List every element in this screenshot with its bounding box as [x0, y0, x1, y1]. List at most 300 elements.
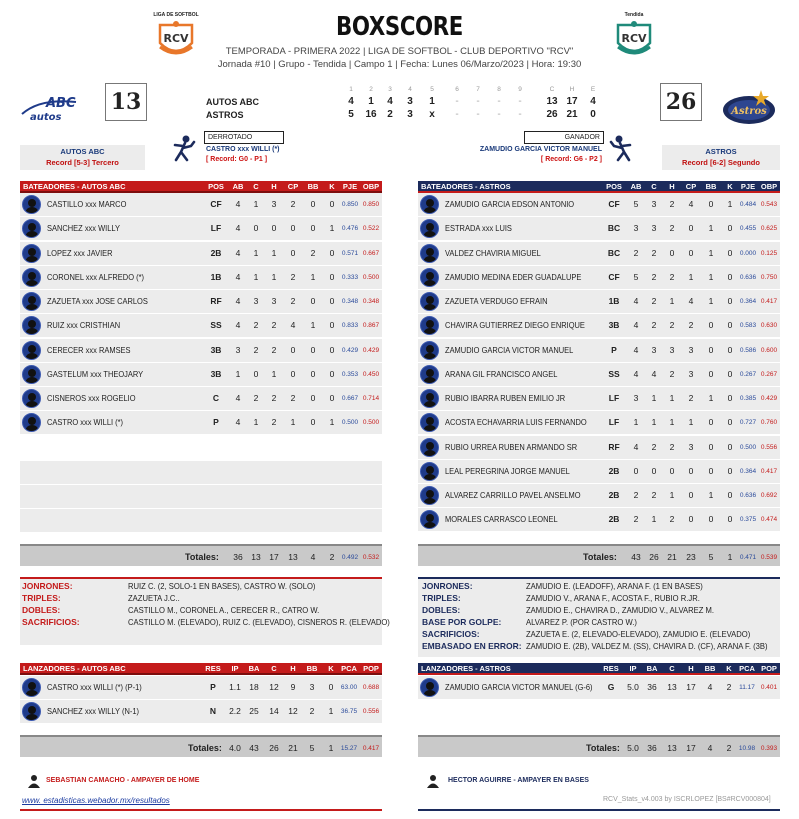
- total-h: 21: [288, 743, 298, 753]
- away-team-record: Record [5-3] Tercero: [46, 158, 119, 167]
- col-pca: PCA: [739, 664, 755, 673]
- stat-pje: 0.385: [739, 395, 757, 402]
- stat-h: 0: [669, 247, 675, 258]
- stat-pje: 0.364: [739, 467, 757, 475]
- stat-ab: 3: [633, 223, 639, 234]
- player-avatar-icon: [420, 438, 439, 457]
- player-name[interactable]: RUBIO URREA RUBEN ARMANDO SR: [445, 441, 578, 452]
- stat-c: 2: [651, 490, 657, 500]
- player-name[interactable]: RUBIO IBARRA RUBEN EMILIO JR: [445, 393, 566, 403]
- home-pitching-title: LANZADORES - ASTROS: [421, 664, 511, 673]
- stat-pje: 0.364: [739, 298, 757, 305]
- home-errors-total: 0: [590, 109, 596, 120]
- col-c: C: [669, 664, 675, 673]
- stat-c: 1: [651, 417, 657, 428]
- stat-pos: CF: [608, 199, 620, 209]
- table-row[interactable]: [418, 676, 780, 699]
- player-name[interactable]: ALVAREZ CARRILLO PAVEL ANSELMO: [445, 490, 581, 500]
- stat-h: 0: [271, 223, 277, 234]
- table-row[interactable]: [418, 460, 780, 483]
- stat-cp: 4: [688, 296, 694, 306]
- stat-h: 2: [271, 417, 277, 428]
- inning-header: 1: [349, 86, 353, 93]
- stat-cp: 1: [688, 417, 694, 428]
- stat-obp: 0.522: [362, 225, 380, 233]
- away-inning: 1: [368, 96, 374, 107]
- bottom-divider: [20, 809, 382, 811]
- stat-ab: 4: [235, 271, 241, 282]
- away-inning: 4: [387, 96, 393, 107]
- stat-bb: 1: [708, 490, 714, 500]
- note-value: ZAMUDIO V., ARANA F., ACOSTA F., RUBIO R.JR.: [526, 593, 700, 603]
- stat-c: 0: [253, 223, 259, 234]
- stat-ab: 4: [633, 296, 639, 306]
- stat-h: 2: [669, 223, 675, 234]
- stat-h: 2: [669, 199, 675, 209]
- stat-ab: 1: [633, 417, 639, 428]
- stat-ab: 1: [235, 368, 241, 379]
- stat-cp: 4: [290, 320, 296, 331]
- table-row[interactable]: [418, 363, 780, 386]
- stat-pos: C: [212, 393, 220, 403]
- player-name[interactable]: LOPEZ xxx JAVIER: [47, 247, 113, 258]
- stat-k: 0: [727, 393, 733, 403]
- player-avatar-icon: [420, 486, 439, 505]
- stat-h: 3: [669, 344, 675, 355]
- home-inning: -: [455, 109, 459, 120]
- inning-header: 8: [497, 86, 501, 93]
- stat-k: 0: [329, 247, 335, 258]
- stat-k: 0: [329, 296, 335, 306]
- stat-pos: 2B: [210, 247, 222, 258]
- table-row[interactable]: [418, 411, 780, 434]
- stat-ab: 4: [633, 441, 639, 452]
- stat-h: 2: [271, 320, 277, 331]
- stat-bb: 3: [309, 682, 315, 692]
- total-pop: 0.417: [362, 745, 380, 752]
- autos-abc-logo-icon: [20, 92, 78, 122]
- away-batting-header: [20, 181, 382, 193]
- player-name[interactable]: CISNEROS xxx ROGELIO: [47, 393, 136, 403]
- stat-pje: 0.833: [341, 322, 359, 330]
- stat-obp: 0.667: [362, 249, 380, 257]
- table-row[interactable]: [20, 363, 382, 386]
- astros-logo-text: Astros: [731, 106, 767, 117]
- stat-h: 12: [288, 706, 298, 717]
- note-label: TRIPLES:: [22, 593, 61, 603]
- stat-pos: BC: [607, 223, 621, 234]
- stat-ab: 0: [633, 465, 639, 476]
- stat-ab: 4: [633, 320, 639, 331]
- stat-pos: SS: [210, 320, 222, 331]
- note-label: DOBLES:: [22, 605, 61, 615]
- league-logo-caption: Tendida: [624, 12, 644, 18]
- table-row[interactable]: [20, 676, 382, 699]
- stat-pos: LF: [210, 223, 222, 234]
- table-row[interactable]: [20, 314, 382, 337]
- note-label: TRIPLES:: [422, 593, 461, 603]
- total-bb: 4: [310, 552, 316, 562]
- away-team-label: AUTOS ABC: [60, 147, 105, 156]
- total-h: 21: [667, 552, 677, 562]
- totals-label: Totales:: [188, 743, 222, 753]
- table-row[interactable]: [20, 242, 382, 265]
- stat-ab: 4: [235, 320, 241, 331]
- stat-obp: 0.500: [362, 273, 380, 281]
- stat-pos: SS: [608, 368, 620, 379]
- player-name[interactable]: ZAMUDIO MEDINA EDER GUADALUPE: [445, 271, 582, 282]
- stat-k: 1: [329, 417, 335, 428]
- stat-cp: 1: [290, 417, 296, 428]
- total-h: 17: [686, 743, 696, 753]
- stat-ab: 4: [235, 199, 241, 209]
- stat-obp: 0.417: [760, 467, 778, 475]
- table-row[interactable]: [20, 266, 382, 289]
- col-ip: IP: [231, 664, 239, 673]
- stat-cp: 0: [290, 368, 296, 379]
- table-row[interactable]: [418, 508, 780, 531]
- stat-ab: 4: [633, 368, 639, 379]
- home-team-record: Record [6-2] Segundo: [682, 158, 760, 167]
- table-row[interactable]: [418, 436, 780, 459]
- stat-ab: 5: [633, 271, 639, 282]
- player-name[interactable]: CASTILLO xxx MARCO: [47, 199, 127, 209]
- stat-pca: 11.17: [739, 684, 755, 691]
- stat-k: 0: [727, 514, 733, 525]
- winning-pitcher-record: [ Record: G6 - P2 ]: [540, 156, 602, 163]
- stat-obp: 0.692: [760, 492, 778, 499]
- col-cp: CP: [287, 182, 299, 191]
- col-obp: OBP: [362, 182, 380, 191]
- stat-pje: 0.500: [739, 443, 757, 451]
- astros-logo: [721, 88, 777, 126]
- table-row[interactable]: [418, 217, 780, 240]
- player-name[interactable]: CERECER xxx RAMSES: [47, 344, 131, 355]
- stat-res: G: [607, 682, 615, 692]
- stat-k: 0: [329, 271, 335, 282]
- stat-pos: P: [213, 417, 219, 428]
- away-pitching-title: LANZADORES - AUTOS ABC: [23, 664, 126, 673]
- stat-obp: 0.125: [760, 249, 778, 257]
- note-label: JONRONES:: [22, 581, 73, 591]
- stat-k: 1: [727, 199, 733, 209]
- table-row[interactable]: [418, 242, 780, 265]
- col-c: C: [253, 182, 259, 191]
- player-name[interactable]: CASTRO xxx WILLI (*) (P-1): [47, 682, 142, 692]
- stat-c: 1: [651, 514, 657, 525]
- inning-header: 5: [430, 86, 434, 93]
- player-name[interactable]: MORALES CARRASCO LEONEL: [445, 514, 558, 525]
- stat-ab: 4: [235, 223, 241, 234]
- player-name[interactable]: ESTRADA xxx LUIS: [445, 223, 512, 234]
- inning-header: 7: [476, 86, 480, 93]
- col-ab: AB: [232, 182, 244, 191]
- stat-bb: 1: [708, 296, 714, 306]
- away-batting-title: BATEADORES - AUTOS ABC: [23, 182, 126, 191]
- player-name[interactable]: ACOSTA ECHAVARRIA LUIS FERNANDO: [445, 417, 587, 428]
- stat-pos: BC: [607, 247, 621, 258]
- stat-ab: 5: [633, 199, 639, 209]
- col-k: K: [726, 664, 732, 673]
- col-c: C: [271, 664, 277, 673]
- stat-h: 1: [669, 417, 675, 428]
- player-name[interactable]: ZAZUETA VERDUGO EFRAIN: [445, 296, 548, 306]
- stat-ba: 36: [647, 682, 657, 692]
- table-row[interactable]: [418, 314, 780, 337]
- player-avatar-icon: [420, 316, 439, 335]
- col-ba: BA: [248, 664, 260, 673]
- website-link[interactable]: www. estadisticas.webador.mx/resultados: [22, 796, 170, 805]
- note-value: CASTILLO M., CORONEL A., CERECER R., CATRO W.: [128, 605, 320, 615]
- player-avatar-icon: [22, 341, 41, 360]
- note-value: ALVAREZ P. (POR CASTRO W.): [526, 617, 637, 627]
- game-info: Jornada #10 | Grupo - Tendida | Campo 1 | Fecha: Lunes 06/Marzo/2023 | Hora: 19:30: [217, 59, 582, 70]
- away-inning: -: [455, 96, 459, 107]
- player-name[interactable]: GASTELUM xxx THEOJARY: [47, 368, 144, 379]
- stat-cp: 3: [688, 368, 694, 379]
- stat-c: 2: [253, 344, 259, 355]
- home-batting-totals: [418, 544, 780, 566]
- col-k: K: [727, 182, 733, 191]
- runs-header: C: [549, 86, 555, 93]
- table-row[interactable]: [20, 290, 382, 313]
- stat-k: 1: [328, 706, 334, 717]
- empty-row: [20, 509, 382, 532]
- player-name[interactable]: SANCHEZ xxx WILLY (N-1): [47, 706, 140, 717]
- stat-pje: 0.484: [739, 201, 757, 208]
- home-runs-total: 26: [546, 109, 558, 120]
- stat-pos: 3B: [210, 344, 222, 355]
- stat-h: 2: [669, 320, 675, 331]
- table-row[interactable]: [418, 484, 780, 507]
- total-c: 26: [269, 743, 279, 753]
- total-bb: 5: [309, 743, 315, 753]
- stat-obp: 0.600: [760, 346, 778, 354]
- stat-c: 3: [651, 223, 657, 234]
- player-name[interactable]: VALDEZ CHAVIRIA MIGUEL: [445, 247, 541, 258]
- total-k: 1: [328, 743, 334, 753]
- stat-bb: 0: [310, 223, 316, 234]
- stat-k: 0: [727, 223, 733, 234]
- total-ip: 5.0: [627, 743, 639, 753]
- stat-pos: 2B: [608, 465, 620, 476]
- stat-ab: 4: [235, 247, 241, 258]
- home-inning: 2: [387, 109, 393, 120]
- col-bb: BB: [705, 182, 717, 191]
- note-value: ZAMUDIO E. (LEADOFF), ARANA F. (1 EN BASES): [526, 581, 703, 591]
- note-value: CASTILLO M. (ELEVADO), RUIZ C. (ELEVADO), CISNEROS R. (ELEVADO): [128, 617, 390, 627]
- stat-c: 3: [253, 296, 259, 306]
- stat-c: 2: [651, 271, 657, 282]
- stat-pos: CF: [608, 271, 620, 282]
- stat-pje: 0.455: [739, 225, 757, 233]
- stat-cp: 0: [688, 223, 694, 234]
- stat-pje: 0.850: [341, 201, 359, 208]
- stat-pje: 0.375: [739, 516, 757, 524]
- table-row[interactable]: [20, 387, 382, 410]
- away-inning: 3: [407, 96, 413, 107]
- stat-k: 2: [726, 682, 732, 692]
- table-row[interactable]: [20, 217, 382, 240]
- col-obp: OBP: [760, 182, 778, 191]
- stat-h: 1: [271, 247, 277, 258]
- stat-k: 0: [328, 682, 334, 692]
- total-cp: 23: [686, 552, 696, 562]
- player-name[interactable]: ZAMUDIO GARCIA EDSON ANTONIO: [445, 199, 575, 209]
- table-row[interactable]: [20, 411, 382, 434]
- inning-header: 9: [518, 86, 522, 93]
- league-logo-caption: LIGA DE SOFTBOL: [153, 12, 199, 18]
- table-row[interactable]: [418, 266, 780, 289]
- away-inning: 1: [429, 96, 435, 107]
- stat-obp: 0.450: [362, 370, 380, 378]
- stat-k: 0: [727, 417, 733, 428]
- total-ba: 36: [647, 743, 657, 753]
- stat-cp: 2: [290, 199, 296, 209]
- col-bb: BB: [307, 182, 319, 191]
- stat-bb: 0: [708, 465, 714, 476]
- stat-k: 0: [329, 320, 335, 331]
- away-pitching-header: [20, 663, 382, 675]
- stat-res: P: [210, 682, 216, 692]
- note-value: ZAZUETA E. (2, ELEVADO-ELEVADO), ZAMUDIO E. (ELEVADO): [526, 629, 751, 639]
- table-row[interactable]: [20, 339, 382, 362]
- player-avatar-icon: [420, 389, 439, 408]
- player-name[interactable]: ARANA GIL FRANCISCO ANGEL: [445, 368, 558, 379]
- stat-ab: 3: [235, 344, 241, 355]
- player-name[interactable]: SANCHEZ xxx WILLY: [47, 223, 121, 234]
- stat-k: 0: [329, 393, 335, 403]
- total-ba: 43: [249, 743, 259, 753]
- inning-header: 4: [408, 86, 412, 93]
- stat-k: 0: [727, 465, 733, 476]
- player-avatar-icon: [22, 292, 41, 311]
- stat-pos: RF: [210, 296, 222, 306]
- stat-k: 0: [329, 344, 335, 355]
- home-pitching-header: [418, 663, 780, 675]
- player-name[interactable]: CASTRO xxx WILLI (*): [47, 417, 124, 428]
- stat-bb: 2: [309, 706, 315, 717]
- table-row[interactable]: [418, 387, 780, 410]
- stat-bb: 1: [708, 393, 714, 403]
- home-inning: 3: [407, 109, 413, 120]
- away-hits-total: 17: [566, 96, 578, 107]
- stat-c: 1: [253, 417, 259, 428]
- col-bb: BB: [704, 664, 716, 673]
- inning-header: 6: [455, 86, 459, 93]
- stat-c: 0: [253, 368, 259, 379]
- stat-obp: 0.543: [760, 201, 778, 208]
- stat-obp: 0.267: [760, 370, 778, 378]
- away-inning: 4: [348, 96, 354, 107]
- stat-obp: 0.750: [760, 273, 778, 281]
- table-row[interactable]: [20, 193, 382, 216]
- home-team-name: ASTROS: [206, 110, 244, 120]
- note-label: EMBASADO EN ERROR:: [422, 641, 522, 651]
- stat-pje: 0.353: [341, 370, 359, 378]
- total-k: 1: [727, 552, 733, 562]
- total-bb: 4: [707, 743, 713, 753]
- stat-c: 3: [651, 344, 657, 355]
- losing-pitcher-record: [ Record: G0 - P1 ]: [206, 156, 268, 163]
- total-pje: 0.492: [341, 554, 359, 561]
- stat-bb: 0: [708, 344, 714, 355]
- stat-c: 13: [667, 682, 677, 692]
- stat-cp: 2: [290, 393, 296, 403]
- stat-bb: 0: [708, 199, 714, 209]
- stat-c: 2: [651, 441, 657, 452]
- stat-ba: 25: [249, 706, 259, 717]
- away-runs-total: 13: [546, 96, 558, 107]
- total-k: 2: [329, 552, 335, 562]
- stat-h: 2: [669, 514, 675, 525]
- rcv-text-left: RCV: [163, 32, 189, 45]
- autos-logo-sub: autos: [30, 112, 62, 122]
- home-batting-title: BATEADORES - ASTROS: [421, 182, 511, 191]
- player-avatar-icon: [420, 462, 439, 481]
- player-avatar-icon: [420, 341, 439, 360]
- col-ip: IP: [629, 664, 637, 673]
- note-label: BASE POR GOLPE:: [422, 617, 502, 627]
- total-c: 13: [667, 743, 677, 753]
- stat-h: 2: [669, 441, 675, 452]
- total-ab: 36: [233, 552, 243, 562]
- total-k: 2: [726, 743, 732, 753]
- pitcher-silhouette-icon: [172, 134, 196, 162]
- home-inning: 5: [348, 109, 354, 120]
- col-pje: PJE: [740, 182, 756, 191]
- stat-pje: 0.667: [341, 395, 359, 402]
- stat-cp: 0: [688, 490, 694, 500]
- player-name[interactable]: CORONEL xxx ALFREDO (*): [47, 271, 144, 282]
- table-row[interactable]: [20, 700, 382, 723]
- player-name[interactable]: LEAL PEREGRINA JORGE MANUEL: [445, 465, 570, 476]
- player-avatar-icon: [420, 268, 439, 287]
- stat-bb: 1: [708, 247, 714, 258]
- stat-pje: 0.636: [739, 492, 757, 499]
- stat-c: 0: [651, 465, 657, 476]
- stat-ab: 4: [235, 417, 241, 428]
- player-avatar-icon: [22, 678, 41, 697]
- stat-pje: 0.267: [739, 370, 757, 378]
- player-avatar-icon: [420, 195, 439, 214]
- player-name[interactable]: ZAMUDIO GARCIA VICTOR MANUEL (G-6): [445, 682, 593, 692]
- stat-h: 1: [271, 271, 277, 282]
- table-row[interactable]: [418, 193, 780, 216]
- player-name[interactable]: ZAMUDIO GARCIA VICTOR MANUEL: [445, 344, 574, 355]
- player-name[interactable]: CHAVIRA GUTIERREZ DIEGO ENRIQUE: [445, 320, 585, 331]
- stat-h: 2: [669, 271, 675, 282]
- stat-k: 1: [329, 223, 335, 234]
- total-obp: 0.539: [760, 554, 778, 561]
- stat-c: 14: [269, 706, 279, 717]
- stat-obp: 0.474: [760, 516, 778, 524]
- stat-h: 1: [669, 296, 675, 306]
- stat-pje: 0.500: [341, 419, 359, 427]
- col-pop: POP: [761, 664, 777, 673]
- stat-h: 2: [669, 368, 675, 379]
- player-name[interactable]: RUIZ xxx CRISTHIAN: [47, 320, 121, 331]
- umpire-icon: [27, 774, 41, 788]
- table-row[interactable]: [418, 290, 780, 313]
- stat-obp: 0.429: [362, 346, 380, 354]
- total-ip: 4.0: [229, 743, 241, 753]
- player-avatar-icon: [22, 195, 41, 214]
- table-row[interactable]: [418, 339, 780, 362]
- stat-cp: 0: [290, 223, 296, 234]
- player-name[interactable]: ZAZUETA xxx JOSE CARLOS: [47, 296, 148, 306]
- stat-obp: 0.417: [760, 298, 778, 305]
